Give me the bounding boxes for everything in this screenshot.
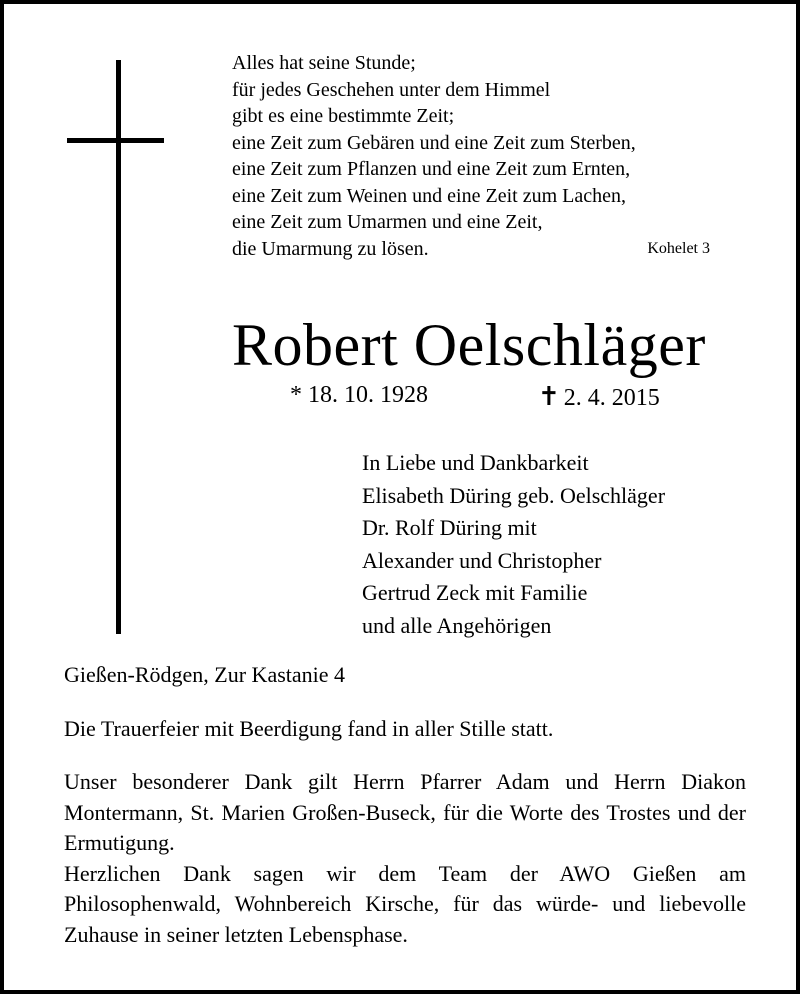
verse-line: eine Zeit zum Pflanzen und eine Zeit zum Ernten, [232,158,631,180]
mourner-line: und alle Angehörigen [362,612,552,638]
mourner-line: Dr. Rolf Düring mit [362,515,537,540]
mourners-intro: In Liebe und Dankbarkeit [362,450,589,475]
verse-line: gibt es eine bestimmte Zeit; [232,105,455,127]
verse-line: eine Zeit zum Umarmen und eine Zeit, [232,211,543,233]
death-date-row [538,382,660,412]
thanks-section [64,767,746,950]
death-cross-icon: ✝ [538,382,560,411]
service-note: Die Trauerfeier mit Beerdigung fand in aller Stille statt. [64,716,554,741]
cross-vertical-bar [116,60,121,634]
thanks-paragraph: Herzlichen Dank sagen wir dem Team der AWO Gießen am Philosophenwald, Wohnbereich Kirsche, für das würde- und liebevolle Zuhause in seiner letzten Lebensphase. [64,860,746,947]
deceased-name: Robert Oelschläger [232,312,706,378]
bible-verse [232,50,732,262]
mourner-line: Alexander und Christopher [362,547,602,573]
mourner-line: Gertrud Zeck mit Familie [362,580,588,605]
verse-line: Alles hat seine Stunde; [232,52,416,74]
death-date: 2. 4. 2015 [563,385,660,411]
mourner-line: Elisabeth Düring geb. Oelschläger [362,482,666,508]
address: Gießen-Rödgen, Zur Kastanie 4 [64,662,346,687]
verse-last-row [232,236,710,263]
verse-line: eine Zeit zum Gebären und eine Zeit zum Sterben, [232,131,636,154]
cross-horizontal-bar [67,138,164,143]
thanks-paragraph: Unser besonderer Dank gilt Herrn Pfarrer Adam und Herrn Diakon Montermann, St. Marien Großen-Buseck, für die Worte des Trostes und der Ermutigung. [64,769,746,855]
verse-source: Kohelet 3 [647,239,710,257]
verse-line: die Umarmung zu lösen. [232,237,429,260]
mourners-list [362,447,665,642]
verse-line: für jedes Geschehen unter dem Himmel [232,78,551,101]
birth-date: * 18. 10. 1928 [290,382,428,408]
verse-line: eine Zeit zum Weinen und eine Zeit zum Lachen, [232,184,626,207]
